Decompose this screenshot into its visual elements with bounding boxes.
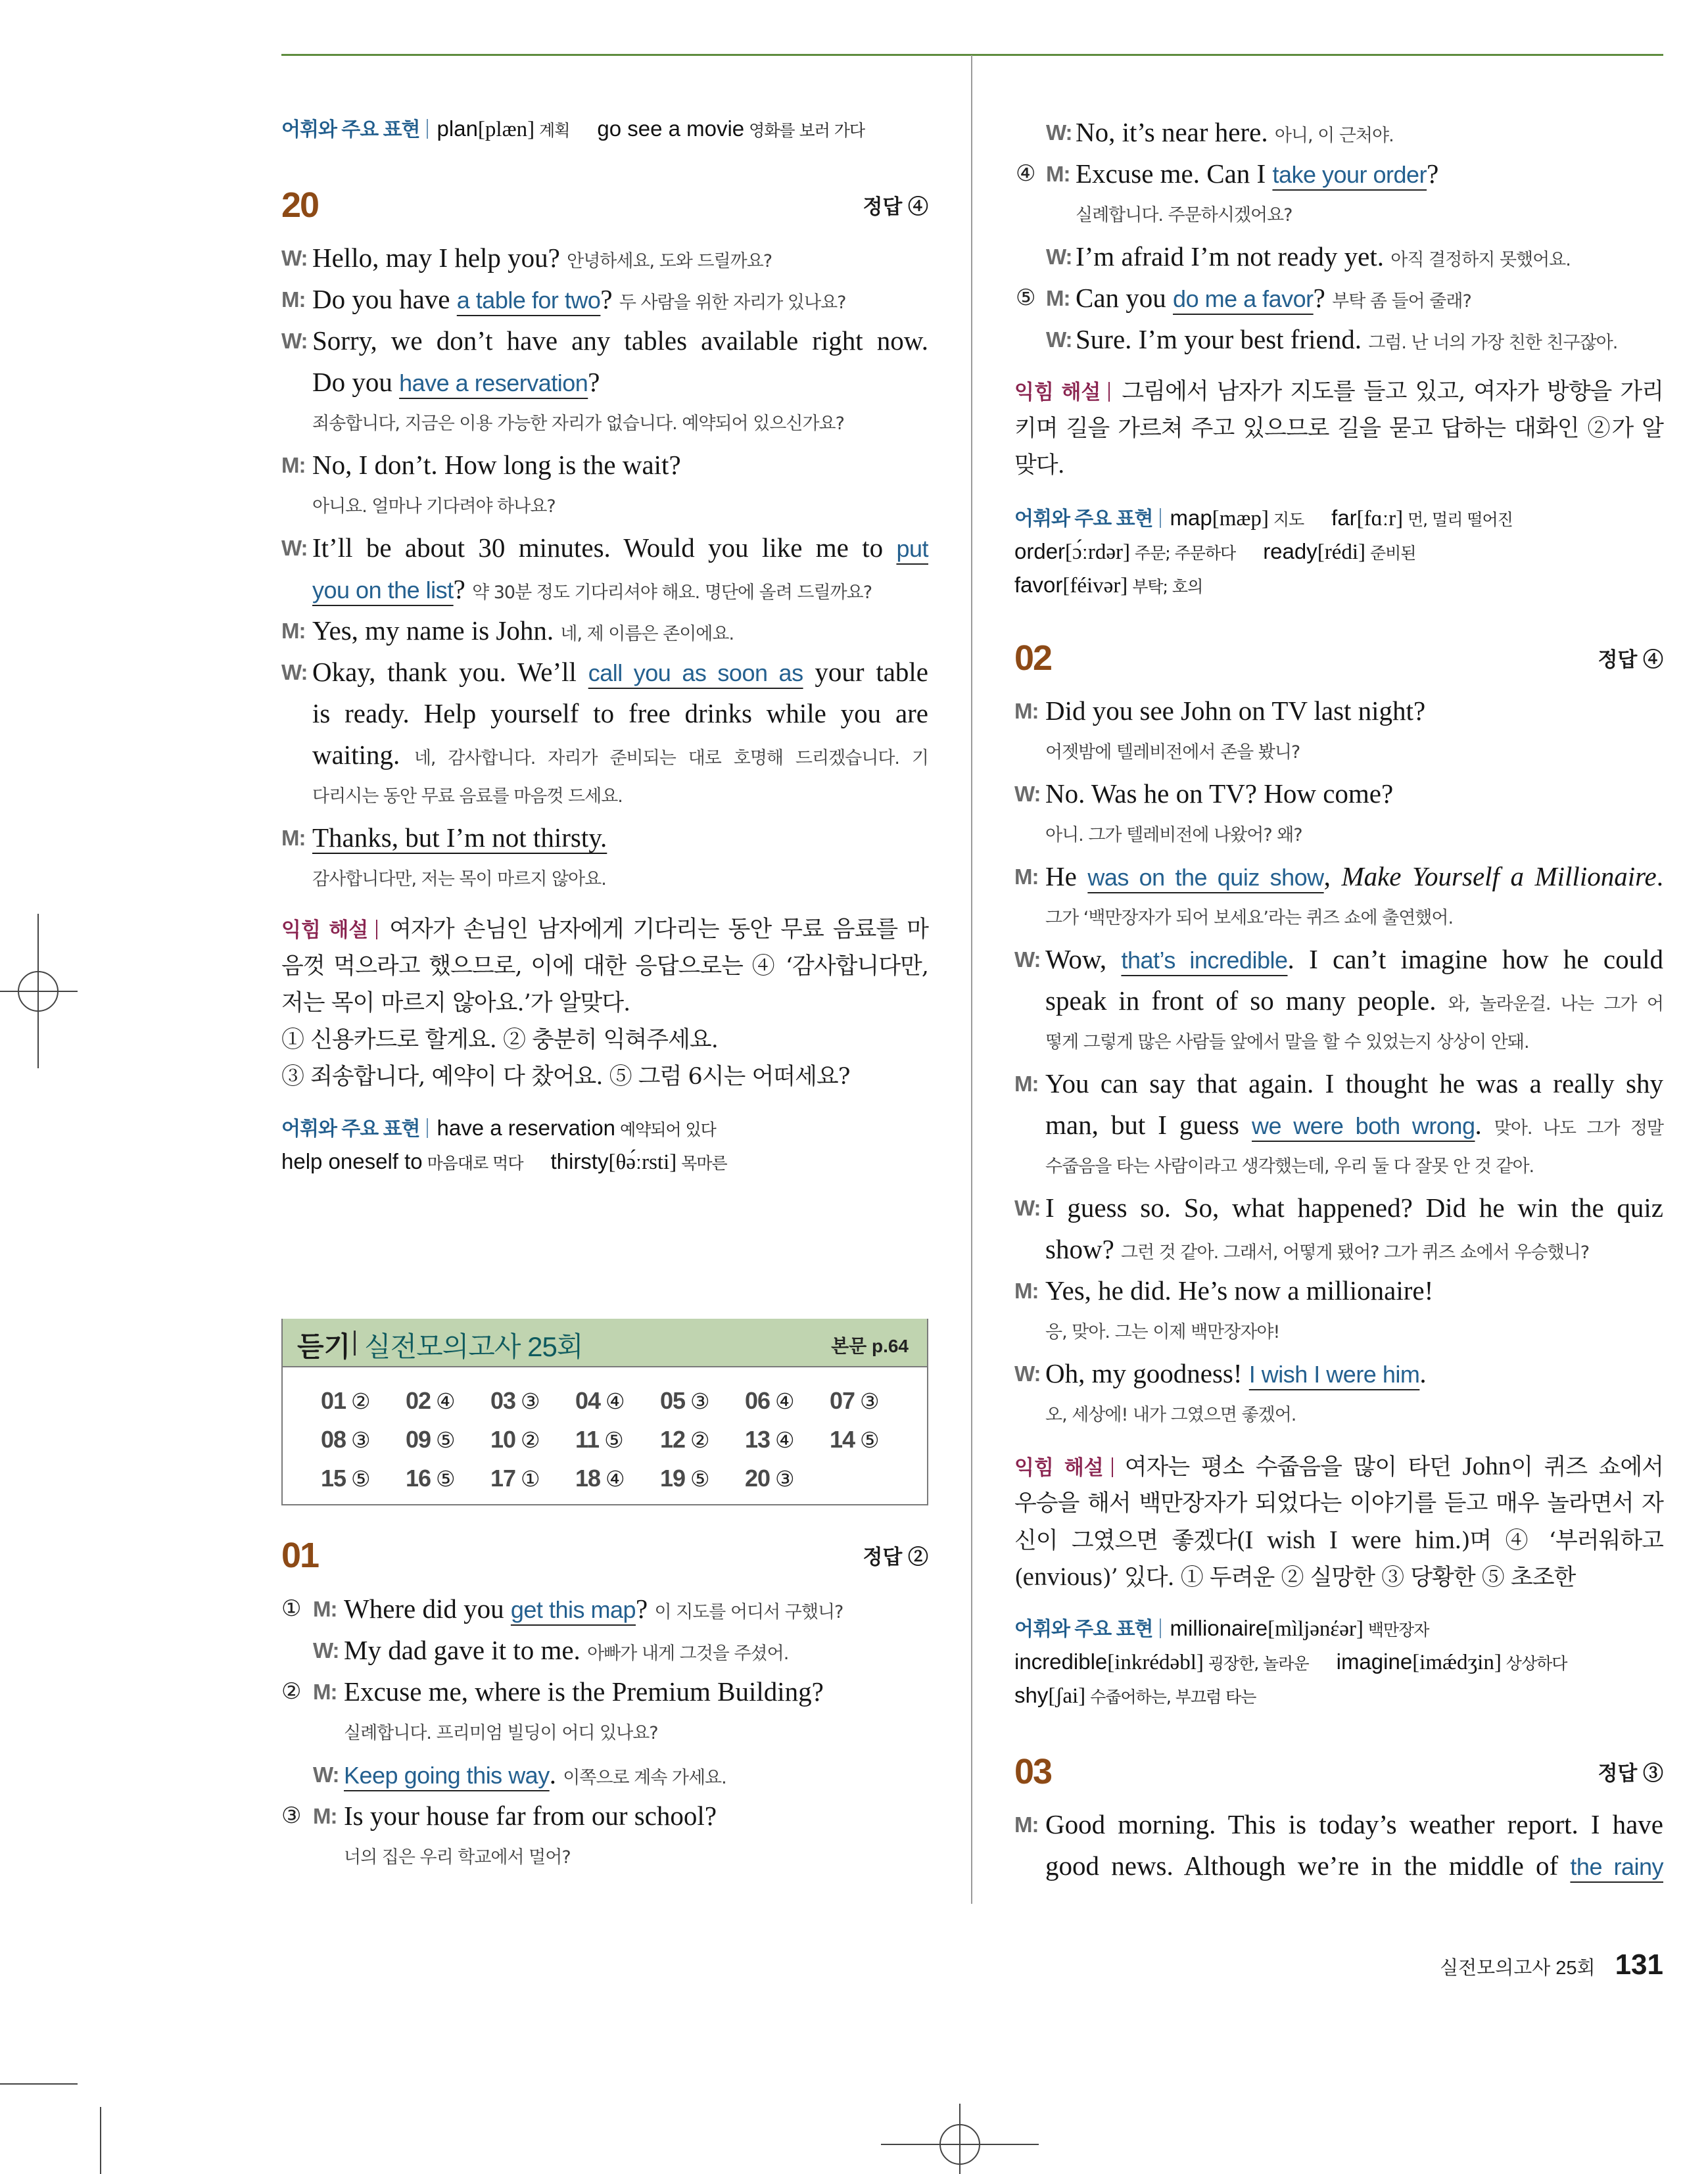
explanation-english: I wish I were him. — [1245, 1526, 1461, 1554]
english-text: Can you — [1076, 283, 1174, 313]
vocab-word: incredible — [1014, 1649, 1108, 1674]
answer-number: 12 — [660, 1426, 686, 1453]
key-expression: we were both wrong — [1252, 1112, 1475, 1139]
answer-label: 정답 ③ — [1598, 1762, 1663, 1785]
speaker-label: W: — [281, 660, 308, 684]
answer-number: 10 — [490, 1426, 516, 1453]
english-text: . — [1656, 861, 1663, 891]
english-text: Do you — [312, 367, 400, 397]
speaker-label: W: — [281, 329, 308, 353]
explanation-text: ( — [1014, 1565, 1023, 1591]
answer-choice: ④ — [775, 1427, 794, 1453]
english-text: I’m afraid I’m not ready yet. — [1076, 241, 1391, 272]
question-number: 02 — [1014, 638, 1052, 678]
answer-key-subtitle: 실전모의고사 25회 — [364, 1331, 583, 1362]
english-text: ? — [588, 367, 600, 397]
english-text: Oh, my goodness! — [1045, 1358, 1249, 1388]
answer-choice: ② — [521, 1427, 540, 1453]
choice-number: ① — [281, 1595, 302, 1622]
korean-translation: 응, 맞아. 그는 이제 백만장자야! — [1045, 1322, 1280, 1342]
speaker-label: W: — [281, 246, 308, 270]
answer-number: 09 — [406, 1426, 431, 1453]
crosshair-left-icon — [0, 914, 78, 1068]
explanation-label: 익힘 해설 — [281, 918, 389, 941]
choice-number: ⑤ — [1016, 285, 1036, 311]
english-text: He — [1045, 861, 1088, 891]
korean-translation: 네, 제 이름은 존이에요. — [560, 624, 734, 644]
english-text: ? — [1313, 283, 1333, 313]
korean-translation: 죄송합니다, 지금은 이용 가능한 자리가 없습니다. 예약되어 있으신가요? — [312, 414, 844, 434]
answer-number: 05 — [660, 1387, 686, 1414]
korean-translation: 그가 ‘백만장자가 되어 보세요’라는 퀴즈 쇼에 출연했어. — [1045, 908, 1454, 928]
answer-choice: ⑤ — [690, 1466, 709, 1492]
explanation-text: 여자는 평소 수줍음을 많이 타던 — [1124, 1454, 1463, 1480]
vocab-meaning: 백만장자 — [1363, 1620, 1429, 1640]
vocab-word: far — [1331, 506, 1357, 530]
english-text: No, I don’t. How long is the wait? — [312, 450, 681, 480]
answer-number: 18 — [575, 1465, 601, 1492]
vocab-phonetic: [inkrédəbl] — [1107, 1651, 1204, 1674]
explanation-text: ③ 죄송합니다, 예약이 다 찼어요. ⑤ 그럼 6시는 어떠세요? — [281, 1064, 850, 1090]
speaker-label: W: — [281, 536, 308, 560]
vocab-meaning: 영화를 보러 가다 — [744, 121, 865, 140]
key-expression: you on the list — [312, 577, 454, 603]
speaker-label: M: — [281, 453, 306, 477]
korean-translation: 실례합니다. 프리미엄 빌딩이 어디 있나요? — [344, 1723, 658, 1743]
english-text: Excuse me, where is the Premium Building? — [344, 1676, 824, 1707]
answer-label: 정답 ④ — [1598, 648, 1663, 671]
explanation-text: 맞다. — [1014, 452, 1064, 479]
answer-number: 02 — [406, 1387, 431, 1414]
vocab-phonetic: [ɔ́ːrdər] — [1065, 540, 1130, 564]
vocab-word: map — [1170, 506, 1212, 530]
english-text: is ready. Help yourself to free drinks while you are — [312, 698, 928, 728]
korean-translation: 수줍음을 타는 사람이라고 생각했는데, 우리 둘 다 잘못 안 것 같아. — [1045, 1156, 1534, 1177]
english-text: Excuse me. Can I — [1076, 158, 1273, 189]
vocab-phonetic: [mæp] — [1212, 507, 1269, 531]
english-text: I guess so. So, what happened? Did he win the quiz — [1045, 1193, 1663, 1223]
choice-number: ③ — [281, 1803, 302, 1829]
answer-key-title: 듣기 — [297, 1331, 351, 1362]
vocab-meaning: 계획 — [534, 121, 570, 140]
page-reference: 본문 p.64 — [831, 1336, 909, 1356]
english-text: . — [549, 1759, 563, 1789]
explanation-text: 음껏 먹으라고 했으므로, 이에 대한 응답으로는 ④ ‘감사합니다만, — [281, 953, 928, 980]
speaker-label: M: — [1014, 1812, 1039, 1837]
vocab-label: 어휘와 주요 표현 — [1014, 1619, 1170, 1640]
vocab-meaning: 지도 — [1268, 510, 1304, 529]
korean-translation: 이 지도를 어디서 구했니? — [654, 1602, 843, 1622]
answer-choice: ⑤ — [860, 1427, 879, 1453]
speaker-label: M: — [281, 619, 306, 643]
korean-translation: 오, 세상에! 내가 그였으면 좋겠어. — [1045, 1405, 1296, 1425]
explanation-text: )’ 있다. ① 두려운 ② 실망한 ③ 당황한 ⑤ 초조한 — [1102, 1565, 1576, 1591]
english-text: Is your house far from our school? — [344, 1801, 717, 1831]
korean-translation: 와, 놀라운걸. 나는 그가 어 — [1448, 994, 1663, 1014]
vocab-meaning: 목마른 — [676, 1154, 727, 1173]
answer-choice: ③ — [860, 1388, 879, 1414]
answer-number: 04 — [575, 1387, 601, 1414]
page-number: 131 — [1615, 1949, 1663, 1981]
english-text: Yes, my name is John. — [312, 615, 561, 646]
key-expression: a table for two — [456, 287, 601, 314]
english-text: Did you see John on TV last night? — [1045, 696, 1426, 726]
speaker-label: M: — [313, 1804, 337, 1828]
vocab-word: thirsty — [550, 1149, 609, 1173]
korean-translation: 어젯밤에 텔레비전에서 존을 봤니? — [1045, 742, 1300, 763]
korean-translation: 그럼. 난 너의 가장 친한 친구잖아. — [1368, 333, 1618, 353]
speaker-label: W: — [1046, 245, 1072, 269]
english-text: No, it’s near here. — [1076, 117, 1275, 147]
key-expression: have a reservation — [399, 369, 588, 396]
english-text: Okay, thank you. We’ll — [312, 657, 588, 687]
question-number: 20 — [281, 185, 319, 225]
explanation-english: John — [1462, 1452, 1511, 1480]
key-expression: get this map — [510, 1596, 636, 1623]
vocab-word: plan — [437, 116, 478, 141]
speaker-label: W: — [313, 1638, 339, 1663]
speaker-label: W: — [1014, 1196, 1041, 1220]
answer-choice: ④ — [775, 1388, 794, 1414]
english-text: your table — [803, 657, 928, 687]
english-text: . — [1475, 1110, 1494, 1140]
key-expression: take your order — [1272, 161, 1427, 188]
answer-number: 15 — [321, 1465, 346, 1492]
english-text: good news. Although we’re in the middle of — [1045, 1851, 1571, 1881]
choice-number: ② — [281, 1678, 302, 1705]
vocab-word: help oneself to — [281, 1149, 423, 1173]
english-text: Good morning. This is today’s weather report. I have — [1045, 1809, 1663, 1839]
key-expression: Keep going this way — [344, 1762, 550, 1789]
vocab-meaning: 주문; 주문하다 — [1129, 544, 1236, 563]
english-text: Where did you — [344, 1594, 511, 1624]
vocab-phonetic: [féivər] — [1062, 574, 1128, 598]
english-text: Do you have — [312, 284, 457, 314]
speaker-label: M: — [1046, 162, 1070, 186]
vocab-meaning: 상상하다 — [1501, 1654, 1567, 1673]
vocab-meaning: 먼, 멀리 떨어진 — [1403, 510, 1513, 529]
korean-translation: 실례합니다. 주문하시겠어요? — [1076, 205, 1293, 225]
english-text: Wow, — [1045, 944, 1122, 974]
english-text: ? — [1427, 158, 1439, 189]
answer-choice: ③ — [775, 1466, 794, 1492]
question-number: 01 — [281, 1536, 319, 1575]
answer-label: 정답 ② — [863, 1546, 928, 1569]
vocab-word: millionaire — [1170, 1616, 1268, 1640]
explanation-text: )며 ④ ‘부러워하고 — [1461, 1528, 1663, 1554]
english-text: speak in front of so many people. — [1045, 985, 1448, 1016]
explanation-text: ① 신용카드로 할게요. ② 충분히 익혀주세요. — [281, 1027, 718, 1053]
answer-number: 17 — [490, 1465, 516, 1492]
vocab-word: ready — [1263, 539, 1317, 563]
vocab-phonetic: [imǽdʒin] — [1412, 1651, 1502, 1674]
key-expression: I wish I were him — [1248, 1361, 1420, 1388]
english-text: ? — [636, 1594, 655, 1624]
crop-mark-icon — [0, 2084, 101, 2174]
footer-section: 실전모의고사 25회 — [1440, 1958, 1596, 1979]
english-text: No. Was he on TV? How come? — [1045, 778, 1394, 809]
explanation-english: envious — [1022, 1563, 1103, 1591]
vocab-meaning: 예약되어 있다 — [615, 1120, 716, 1139]
explanation-text: 우승을 해서 백만장자가 되었다는 이야기를 듣고 매우 놀라면서 자 — [1014, 1490, 1663, 1517]
vocab-meaning: 마음대로 먹다 — [422, 1154, 523, 1173]
speaker-label: W: — [1014, 947, 1041, 972]
answer-number: 06 — [745, 1387, 771, 1414]
vocab-phonetic: [fɑːr] — [1356, 507, 1404, 531]
answer-choice: ② — [690, 1427, 709, 1453]
answer-number: 07 — [830, 1387, 855, 1414]
choice-number: ④ — [1016, 160, 1036, 187]
korean-translation: 안녕하세요, 도와 드릴까요? — [567, 251, 772, 272]
english-underlined-text: Thanks, but I’m not thirsty. — [312, 822, 607, 853]
english-italic-text: Make Yourself a Millionaire — [1341, 861, 1657, 891]
answer-choice: ④ — [436, 1388, 455, 1414]
explanation-text: 이 퀴즈 쇼에서 — [1511, 1454, 1663, 1480]
vocab-word: order — [1014, 539, 1066, 563]
korean-translation: 네, 감사합니다. 자리가 준비되는 대로 호명해 드리겠습니다. 기 — [414, 748, 928, 768]
vocab-word: have a reservation — [437, 1116, 616, 1140]
vocab-meaning: 굉장한, 놀라운 — [1203, 1654, 1309, 1673]
vocab-phonetic: [rédi] — [1317, 540, 1366, 564]
vocab-meaning: 부탁; 호의 — [1127, 577, 1203, 596]
key-expression: that’s incredible — [1121, 947, 1288, 974]
english-text: . — [1419, 1358, 1427, 1388]
speaker-label: W: — [1014, 1361, 1041, 1386]
answer-number: 13 — [745, 1426, 771, 1453]
explanation-label: 익힘 해설 — [1014, 1456, 1125, 1479]
english-text: waiting. — [312, 740, 414, 770]
korean-translation: 아니, 이 근처야. — [1274, 126, 1394, 146]
answer-number: 11 — [575, 1426, 600, 1453]
vocab-label: 어휘와 주요 표현 — [281, 1118, 437, 1140]
vocab-meaning: 수줍어하는, 부끄럼 타는 — [1085, 1688, 1256, 1707]
answer-number: 01 — [321, 1387, 346, 1414]
key-expression: was on the quiz show — [1087, 864, 1324, 891]
explanation-text: 저는 목이 마르지 않아요.’가 알맞다. — [281, 990, 630, 1016]
speaker-label: M: — [313, 1680, 337, 1704]
speaker-label: M: — [1014, 864, 1039, 889]
speaker-label: M: — [1014, 699, 1039, 723]
english-text: ? — [600, 284, 619, 314]
answer-number: 08 — [321, 1426, 346, 1453]
korean-translation: 부탁 좀 들어 줄래? — [1332, 291, 1471, 312]
vocab-phonetic: [mìljənέər] — [1268, 1617, 1364, 1641]
key-expression: do me a favor — [1173, 285, 1314, 312]
korean-translation: 아빠가 내게 그것을 주셨어. — [587, 1643, 789, 1664]
english-text: ? — [453, 574, 473, 604]
answer-choice: ⑤ — [604, 1427, 623, 1453]
speaker-label: M: — [1014, 1072, 1039, 1096]
speaker-label: M: — [1046, 286, 1070, 310]
english-text: , — [1323, 861, 1342, 891]
answer-number: 19 — [660, 1465, 686, 1492]
english-text: My dad gave it to me. — [344, 1635, 588, 1665]
crosshair-bottom-icon — [881, 2104, 1039, 2174]
question-number: 03 — [1014, 1752, 1052, 1791]
english-text: man, but I guess — [1045, 1110, 1252, 1140]
korean-translation: 아직 결정하지 못했어요. — [1390, 250, 1571, 270]
explanation-label: 익힘 해설 — [1014, 381, 1122, 404]
vocab-label: 어휘와 주요 표현 — [281, 119, 437, 141]
vocab-word: go see a movie — [597, 116, 745, 141]
answer-number: 14 — [830, 1426, 855, 1453]
korean-translation: 아니요. 얼마나 기다려야 하나요? — [312, 496, 556, 517]
korean-translation: 다리시는 동안 무료 음료를 마음껏 드세요. — [312, 786, 623, 807]
english-text: Sorry, we don’t have any tables available right now. — [312, 325, 928, 356]
answer-label: 정답 ④ — [863, 195, 928, 218]
korean-translation: 그런 것 같아. 그래서, 어떻게 됐어? 그가 퀴즈 쇼에서 우승했니? — [1121, 1242, 1590, 1263]
english-text: Yes, he did. He’s now a millionaire! — [1045, 1275, 1434, 1306]
vocab-label: 어휘와 주요 표현 — [1014, 508, 1170, 530]
korean-translation: 떻게 그렇게 많은 사람들 앞에서 말을 할 수 있었는지 상상이 안돼. — [1045, 1032, 1529, 1052]
explanation-text: 여자가 손님인 남자에게 기다리는 동안 무료 음료를 마 — [389, 916, 928, 943]
english-text: . I can’t imagine how he could — [1287, 944, 1663, 974]
answer-choice: ④ — [605, 1388, 625, 1414]
english-text: It’ll be about 30 minutes. Would you like me to — [312, 532, 897, 563]
answer-choice: ⑤ — [351, 1466, 370, 1492]
speaker-label: M: — [281, 826, 306, 850]
answer-choice: ④ — [605, 1466, 625, 1492]
explanation-text: 신이 그였으면 좋겠다( — [1014, 1528, 1245, 1554]
answer-choice: ⑤ — [436, 1466, 455, 1492]
korean-translation: 약 30분 정도 기다리셔야 해요. 명단에 올려 드릴까요? — [472, 582, 872, 603]
key-expression: put — [896, 535, 928, 562]
korean-translation: 이쪽으로 계속 가세요. — [563, 1768, 726, 1788]
english-text: Sure. I’m your best friend. — [1076, 324, 1369, 354]
korean-translation: 감사합니다만, 저는 목이 마르지 않아요. — [312, 869, 606, 889]
vocab-meaning: 준비된 — [1365, 544, 1416, 563]
vocab-phonetic: [ʃai] — [1048, 1684, 1086, 1708]
english-text: Hello, may I help you? — [312, 243, 567, 273]
korean-translation: 아니. 그가 텔레비전에 나왔어? 왜? — [1045, 825, 1302, 845]
korean-translation: 맞아. 나도 그가 정말 — [1494, 1118, 1664, 1139]
answer-choice: ① — [521, 1466, 540, 1492]
vocab-word: favor — [1014, 573, 1063, 597]
vocab-word: shy — [1014, 1683, 1049, 1707]
speaker-label: W: — [1046, 327, 1072, 352]
vocab-phonetic: [θə́ːrsti] — [608, 1150, 677, 1174]
explanation-text: 키며 길을 가르쳐 주고 있으므로 길을 묻고 답하는 대화인 ②가 알 — [1014, 415, 1663, 442]
korean-translation: 너의 집은 우리 학교에서 멀어? — [344, 1847, 571, 1868]
answer-number: 03 — [490, 1387, 516, 1414]
korean-translation: 두 사람을 위한 자리가 있나요? — [619, 293, 846, 313]
key-expression: the rainy — [1570, 1853, 1663, 1880]
answer-choice: ③ — [351, 1427, 370, 1453]
speaker-label: W: — [1014, 782, 1041, 806]
speaker-label: M: — [313, 1597, 337, 1621]
answer-choice: ② — [351, 1388, 370, 1414]
speaker-label: M: — [1014, 1279, 1039, 1303]
answer-choice: ③ — [521, 1388, 540, 1414]
answer-choice: ⑤ — [436, 1427, 455, 1453]
english-text: show? — [1045, 1234, 1122, 1264]
vocab-word: imagine — [1336, 1649, 1413, 1674]
explanation-text: 그림에서 남자가 지도를 들고 있고, 여자가 방향을 가리 — [1122, 379, 1663, 405]
answer-number: 16 — [406, 1465, 431, 1492]
answer-choice: ③ — [690, 1388, 709, 1414]
speaker-label: W: — [313, 1762, 339, 1787]
key-expression: call you as soon as — [588, 659, 803, 686]
answer-number: 20 — [745, 1465, 771, 1492]
vocab-phonetic: [plæn] — [477, 118, 535, 141]
speaker-label: W: — [1046, 120, 1072, 145]
speaker-label: M: — [281, 287, 306, 312]
english-text: You can say that again. I thought he was a really shy — [1045, 1068, 1663, 1099]
